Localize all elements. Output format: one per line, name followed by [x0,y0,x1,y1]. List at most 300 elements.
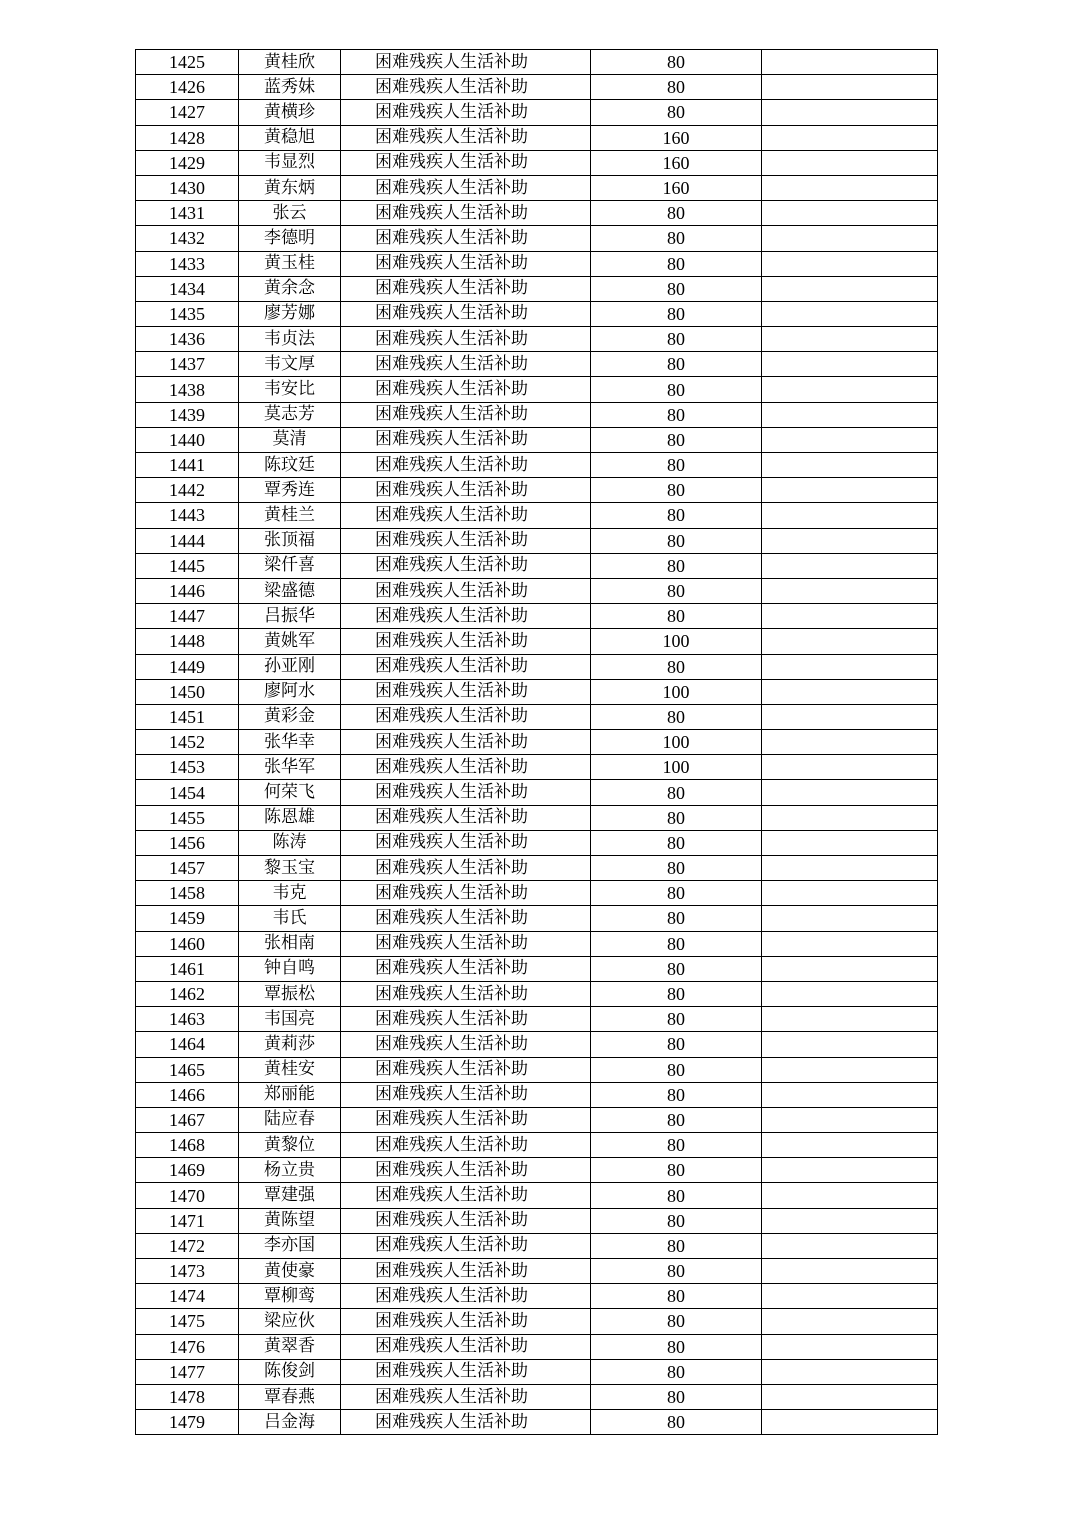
cell-subsidy-item: 困难残疾人生活补助 [341,1384,591,1409]
cell-subsidy-item: 困难残疾人生活补助 [341,1259,591,1284]
table-row [136,327,938,352]
cell-serial-number: 1455 [136,805,239,830]
cell-amount: 80 [591,453,762,478]
cell-note [762,1158,938,1183]
cell-recipient-name: 莫清 [239,427,341,452]
cell-amount: 80 [591,1208,762,1233]
cell-amount: 80 [591,553,762,578]
cell-recipient-name: 黄余念 [239,276,341,301]
cell-serial-number: 1435 [136,301,239,326]
cell-subsidy-item: 困难残疾人生活补助 [341,1208,591,1233]
cell-serial-number: 1445 [136,553,239,578]
table-row [136,1032,938,1057]
cell-serial-number: 1426 [136,75,239,100]
cell-subsidy-item: 困难残疾人生活补助 [341,150,591,175]
cell-recipient-name: 黄陈望 [239,1208,341,1233]
cell-recipient-name: 覃柳鸾 [239,1284,341,1309]
cell-note [762,1334,938,1359]
subsidy-table [135,49,938,1435]
table-row [136,251,938,276]
cell-amount: 80 [591,1334,762,1359]
cell-note [762,1082,938,1107]
cell-note [762,1384,938,1409]
cell-amount: 80 [591,301,762,326]
cell-subsidy-item: 困难残疾人生活补助 [341,75,591,100]
cell-recipient-name: 张顶福 [239,528,341,553]
cell-amount: 80 [591,805,762,830]
cell-subsidy-item: 困难残疾人生活补助 [341,956,591,981]
cell-recipient-name: 覃振松 [239,981,341,1006]
cell-serial-number: 1428 [136,125,239,150]
cell-note [762,1259,938,1284]
cell-serial-number: 1473 [136,1259,239,1284]
cell-note [762,1233,938,1258]
cell-note [762,805,938,830]
cell-recipient-name: 陈涛 [239,830,341,855]
cell-serial-number: 1427 [136,100,239,125]
cell-amount: 80 [591,478,762,503]
cell-serial-number: 1454 [136,780,239,805]
cell-amount: 80 [591,956,762,981]
cell-subsidy-item: 困难残疾人生活补助 [341,704,591,729]
cell-recipient-name: 张华幸 [239,730,341,755]
cell-recipient-name: 梁应伙 [239,1309,341,1334]
table-row [136,830,938,855]
cell-amount: 80 [591,377,762,402]
table-row [136,856,938,881]
table-row [136,276,938,301]
cell-serial-number: 1466 [136,1082,239,1107]
cell-recipient-name: 陈玟廷 [239,453,341,478]
table-row [136,704,938,729]
cell-recipient-name: 黄莉莎 [239,1032,341,1057]
cell-serial-number: 1471 [136,1208,239,1233]
cell-note [762,604,938,629]
cell-recipient-name: 黄翠香 [239,1334,341,1359]
cell-amount: 80 [591,981,762,1006]
cell-note [762,1133,938,1158]
cell-subsidy-item: 困难残疾人生活补助 [341,1107,591,1132]
table-row [136,226,938,251]
cell-subsidy-item: 困难残疾人生活补助 [341,1284,591,1309]
cell-note [762,528,938,553]
cell-recipient-name: 梁盛德 [239,578,341,603]
cell-recipient-name: 黄桂安 [239,1057,341,1082]
cell-note [762,125,938,150]
cell-note [762,1359,938,1384]
cell-subsidy-item: 困难残疾人生活补助 [341,755,591,780]
cell-serial-number: 1457 [136,856,239,881]
table-row [136,150,938,175]
cell-note [762,503,938,528]
cell-amount: 80 [591,830,762,855]
cell-subsidy-item: 困难残疾人生活补助 [341,503,591,528]
cell-serial-number: 1467 [136,1107,239,1132]
cell-subsidy-item: 困难残疾人生活补助 [341,805,591,830]
cell-amount: 100 [591,730,762,755]
table-row [136,1384,938,1409]
table-row [136,679,938,704]
cell-subsidy-item: 困难残疾人生活补助 [341,1410,591,1435]
cell-recipient-name: 陈俊剑 [239,1359,341,1384]
cell-note [762,427,938,452]
cell-serial-number: 1462 [136,981,239,1006]
cell-amount: 80 [591,427,762,452]
cell-subsidy-item: 困难残疾人生活补助 [341,856,591,881]
cell-amount: 80 [591,352,762,377]
table-row [136,402,938,427]
cell-amount: 80 [591,402,762,427]
cell-subsidy-item: 困难残疾人生活补助 [341,402,591,427]
cell-amount: 80 [591,1259,762,1284]
cell-recipient-name: 李亦国 [239,1233,341,1258]
cell-subsidy-item: 困难残疾人生活补助 [341,906,591,931]
table-row [136,578,938,603]
table-row [136,427,938,452]
table-row [136,730,938,755]
cell-subsidy-item: 困难残疾人生活补助 [341,1359,591,1384]
cell-serial-number: 1477 [136,1359,239,1384]
cell-subsidy-item: 困难残疾人生活补助 [341,604,591,629]
cell-recipient-name: 杨立贵 [239,1158,341,1183]
cell-amount: 80 [591,1309,762,1334]
subsidy-table-body [136,50,938,1435]
cell-note [762,906,938,931]
cell-note [762,1208,938,1233]
cell-amount: 80 [591,1133,762,1158]
cell-subsidy-item: 困难残疾人生活补助 [341,50,591,75]
cell-recipient-name: 张华军 [239,755,341,780]
cell-recipient-name: 覃秀连 [239,478,341,503]
cell-note [762,478,938,503]
cell-note [762,931,938,956]
cell-recipient-name: 韦贞法 [239,327,341,352]
cell-note [762,50,938,75]
table-row [136,125,938,150]
cell-serial-number: 1464 [136,1032,239,1057]
cell-amount: 80 [591,856,762,881]
cell-serial-number: 1458 [136,881,239,906]
cell-amount: 80 [591,1107,762,1132]
cell-recipient-name: 钟自鸣 [239,956,341,981]
cell-recipient-name: 李德明 [239,226,341,251]
cell-recipient-name: 韦克 [239,881,341,906]
cell-amount: 80 [591,75,762,100]
cell-serial-number: 1468 [136,1133,239,1158]
cell-amount: 80 [591,276,762,301]
cell-note [762,830,938,855]
cell-subsidy-item: 困难残疾人生活补助 [341,301,591,326]
cell-subsidy-item: 困难残疾人生活补助 [341,1032,591,1057]
cell-recipient-name: 黄玉桂 [239,251,341,276]
cell-amount: 80 [591,251,762,276]
cell-recipient-name: 黄姚军 [239,629,341,654]
cell-subsidy-item: 困难残疾人生活补助 [341,100,591,125]
cell-note [762,453,938,478]
cell-recipient-name: 吕振华 [239,604,341,629]
cell-subsidy-item: 困难残疾人生活补助 [341,1007,591,1032]
cell-note [762,1057,938,1082]
cell-amount: 160 [591,150,762,175]
cell-subsidy-item: 困难残疾人生活补助 [341,125,591,150]
cell-subsidy-item: 困难残疾人生活补助 [341,175,591,200]
cell-amount: 80 [591,226,762,251]
cell-serial-number: 1478 [136,1384,239,1409]
cell-recipient-name: 韦安比 [239,377,341,402]
table-row [136,1284,938,1309]
cell-amount: 80 [591,931,762,956]
cell-serial-number: 1441 [136,453,239,478]
cell-serial-number: 1439 [136,402,239,427]
table-row [136,1233,938,1258]
cell-note [762,251,938,276]
cell-recipient-name: 黎玉宝 [239,856,341,881]
table-row [136,1359,938,1384]
cell-amount: 80 [591,1082,762,1107]
cell-recipient-name: 韦氏 [239,906,341,931]
cell-amount: 80 [591,1384,762,1409]
cell-note [762,100,938,125]
cell-serial-number: 1425 [136,50,239,75]
cell-recipient-name: 覃建强 [239,1183,341,1208]
table-row [136,1007,938,1032]
cell-note [762,981,938,1006]
cell-note [762,1183,938,1208]
cell-serial-number: 1437 [136,352,239,377]
table-row [136,931,938,956]
cell-subsidy-item: 困难残疾人生活补助 [341,1133,591,1158]
cell-amount: 80 [591,1284,762,1309]
cell-amount: 80 [591,327,762,352]
cell-subsidy-item: 困难残疾人生活补助 [341,881,591,906]
cell-subsidy-item: 困难残疾人生活补助 [341,830,591,855]
cell-note [762,654,938,679]
cell-subsidy-item: 困难残疾人生活补助 [341,201,591,226]
cell-amount: 80 [591,578,762,603]
cell-subsidy-item: 困难残疾人生活补助 [341,528,591,553]
cell-recipient-name: 覃春燕 [239,1384,341,1409]
cell-amount: 100 [591,629,762,654]
table-row [136,453,938,478]
cell-amount: 80 [591,528,762,553]
table-row [136,1259,938,1284]
cell-note [762,1032,938,1057]
cell-note [762,780,938,805]
cell-serial-number: 1448 [136,629,239,654]
cell-note [762,402,938,427]
cell-recipient-name: 黄桂兰 [239,503,341,528]
cell-note [762,352,938,377]
cell-recipient-name: 黄东炳 [239,175,341,200]
cell-note [762,679,938,704]
cell-serial-number: 1474 [136,1284,239,1309]
cell-recipient-name: 何荣飞 [239,780,341,805]
cell-recipient-name: 韦显烈 [239,150,341,175]
cell-serial-number: 1444 [136,528,239,553]
cell-note [762,1007,938,1032]
table-row [136,377,938,402]
cell-note [762,201,938,226]
cell-serial-number: 1469 [136,1158,239,1183]
table-row [136,1183,938,1208]
cell-amount: 80 [591,906,762,931]
table-row [136,50,938,75]
cell-subsidy-item: 困难残疾人生活补助 [341,1233,591,1258]
cell-subsidy-item: 困难残疾人生活补助 [341,1082,591,1107]
cell-recipient-name: 陆应春 [239,1107,341,1132]
cell-serial-number: 1436 [136,327,239,352]
cell-note [762,150,938,175]
cell-subsidy-item: 困难残疾人生活补助 [341,981,591,1006]
cell-recipient-name: 廖阿水 [239,679,341,704]
cell-recipient-name: 郑丽能 [239,1082,341,1107]
cell-serial-number: 1475 [136,1309,239,1334]
cell-serial-number: 1447 [136,604,239,629]
cell-serial-number: 1450 [136,679,239,704]
table-row [136,528,938,553]
cell-subsidy-item: 困难残疾人生活补助 [341,730,591,755]
cell-recipient-name: 黄稳旭 [239,125,341,150]
cell-note [762,175,938,200]
table-row [136,1410,938,1435]
cell-note [762,856,938,881]
cell-recipient-name: 孙亚刚 [239,654,341,679]
cell-amount: 80 [591,201,762,226]
cell-amount: 100 [591,679,762,704]
table-row [136,301,938,326]
cell-recipient-name: 黄桂欣 [239,50,341,75]
cell-subsidy-item: 困难残疾人生活补助 [341,1309,591,1334]
cell-serial-number: 1431 [136,201,239,226]
cell-amount: 80 [591,1158,762,1183]
cell-recipient-name: 蓝秀妹 [239,75,341,100]
cell-subsidy-item: 困难残疾人生活补助 [341,780,591,805]
cell-recipient-name: 黄彩金 [239,704,341,729]
table-row [136,100,938,125]
cell-note [762,881,938,906]
cell-subsidy-item: 困难残疾人生活补助 [341,1158,591,1183]
table-row [136,201,938,226]
table-row [136,1082,938,1107]
cell-serial-number: 1463 [136,1007,239,1032]
table-row [136,1133,938,1158]
table-row [136,629,938,654]
cell-note [762,75,938,100]
cell-note [762,629,938,654]
cell-serial-number: 1453 [136,755,239,780]
cell-amount: 80 [591,1183,762,1208]
cell-recipient-name: 黄黎位 [239,1133,341,1158]
cell-amount: 80 [591,1233,762,1258]
cell-serial-number: 1430 [136,175,239,200]
cell-subsidy-item: 困难残疾人生活补助 [341,679,591,704]
table-row [136,175,938,200]
cell-subsidy-item: 困难残疾人生活补助 [341,553,591,578]
cell-serial-number: 1460 [136,931,239,956]
cell-serial-number: 1456 [136,830,239,855]
cell-amount: 80 [591,654,762,679]
table-row [136,906,938,931]
cell-subsidy-item: 困难残疾人生活补助 [341,1334,591,1359]
cell-note [762,1410,938,1435]
table-row [136,352,938,377]
cell-amount: 80 [591,1359,762,1384]
cell-serial-number: 1452 [136,730,239,755]
table-row [136,1208,938,1233]
cell-note [762,956,938,981]
cell-subsidy-item: 困难残疾人生活补助 [341,251,591,276]
cell-subsidy-item: 困难残疾人生活补助 [341,453,591,478]
table-row [136,1334,938,1359]
cell-amount: 80 [591,503,762,528]
table-row [136,503,938,528]
cell-recipient-name: 廖芳娜 [239,301,341,326]
cell-subsidy-item: 困难残疾人生活补助 [341,654,591,679]
table-row [136,1158,938,1183]
cell-amount: 100 [591,755,762,780]
cell-recipient-name: 韦文厚 [239,352,341,377]
cell-recipient-name: 张相南 [239,931,341,956]
cell-recipient-name: 莫志芳 [239,402,341,427]
cell-amount: 80 [591,704,762,729]
table-row [136,780,938,805]
cell-serial-number: 1438 [136,377,239,402]
cell-recipient-name: 陈恩雄 [239,805,341,830]
cell-serial-number: 1465 [136,1057,239,1082]
cell-subsidy-item: 困难残疾人生活补助 [341,427,591,452]
cell-note [762,301,938,326]
cell-amount: 80 [591,1410,762,1435]
cell-subsidy-item: 困难残疾人生活补助 [341,1057,591,1082]
cell-note [762,730,938,755]
table-row [136,553,938,578]
cell-amount: 80 [591,50,762,75]
cell-note [762,1309,938,1334]
cell-serial-number: 1451 [136,704,239,729]
cell-subsidy-item: 困难残疾人生活补助 [341,276,591,301]
table-row [136,981,938,1006]
cell-subsidy-item: 困难残疾人生活补助 [341,352,591,377]
cell-note [762,1284,938,1309]
cell-amount: 80 [591,604,762,629]
cell-note [762,276,938,301]
table-row [136,755,938,780]
cell-serial-number: 1434 [136,276,239,301]
cell-amount: 80 [591,100,762,125]
cell-serial-number: 1476 [136,1334,239,1359]
cell-subsidy-item: 困难残疾人生活补助 [341,931,591,956]
table-row [136,604,938,629]
cell-serial-number: 1433 [136,251,239,276]
table-row [136,478,938,503]
cell-recipient-name: 韦国亮 [239,1007,341,1032]
cell-serial-number: 1470 [136,1183,239,1208]
table-row [136,1057,938,1082]
cell-serial-number: 1446 [136,578,239,603]
cell-subsidy-item: 困难残疾人生活补助 [341,226,591,251]
table-row [136,1309,938,1334]
cell-subsidy-item: 困难残疾人生活补助 [341,478,591,503]
cell-serial-number: 1440 [136,427,239,452]
table-row [136,1107,938,1132]
cell-note [762,553,938,578]
cell-note [762,755,938,780]
cell-recipient-name: 梁仟喜 [239,553,341,578]
cell-amount: 80 [591,1057,762,1082]
cell-serial-number: 1442 [136,478,239,503]
cell-serial-number: 1443 [136,503,239,528]
cell-note [762,1107,938,1132]
